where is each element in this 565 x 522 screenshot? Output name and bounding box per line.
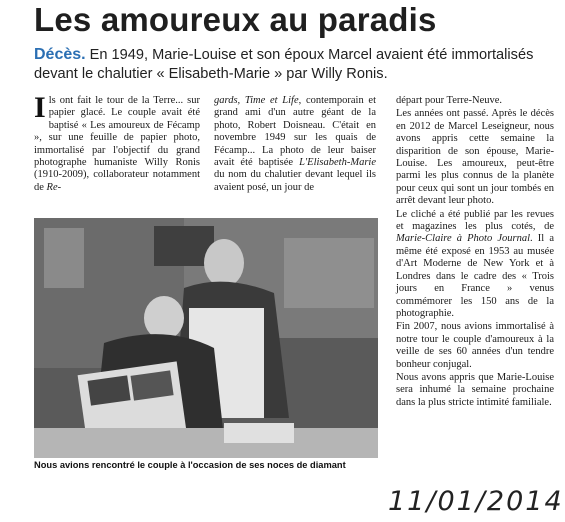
couple-photo-illustration <box>34 218 378 458</box>
col2-text-2: du nom du chalutier devant lequel ils avaient posé, un jour de <box>214 169 376 193</box>
column-1 <box>34 91 200 194</box>
col3-p3-italic: Marie-Claire à Photo Journal <box>396 233 531 245</box>
col1-italic: Re- <box>46 181 62 193</box>
col2-italic-1: gards, Time et Life <box>214 95 299 106</box>
kicker: Décès. <box>34 46 86 63</box>
col1-text: ls ont fait le tour de la Terre... sur papier glacé. Le couple avait été baptisé « Les amoureux de Fécamp », sur une feuille de papier photo, immortalisé par l'objectif du grand photographe humaniste Willy Ronis (1910-2009), collaborateur notamment de <box>34 95 200 193</box>
col3-paragraph-1: départ pour Terre-Neuve. <box>396 95 503 106</box>
col3-paragraph-4: Fin 2007, nous avions immortalisé à notre tour le couple d'amoureux à la veille de ses 60 années d'un tendre bonheur conjugal. <box>396 321 554 370</box>
col2-text-1: , contemporain et grand ami d'un autre géant de la photo, Robert Doisneau. C'était en novembre 1949 sur les quais de Fécamp... La photo de leur baiser avait été baptisée <box>214 95 376 169</box>
headline: Les amoureux au paradis <box>34 1 437 38</box>
col3-p3-start: Le cliché a été publié par les revues et magazines les plus cotés, de <box>396 208 554 233</box>
standfirst <box>34 45 556 84</box>
drop-cap: I <box>34 91 46 124</box>
column-2 <box>214 95 376 194</box>
column-3 <box>396 95 554 410</box>
handwritten-date-stamp <box>388 486 564 520</box>
col3-paragraph-2: Les années ont passé. Après le décès en 2012 de Marcel Leseigneur, nous avons appris cette semaine la disparition de son épouse, Marie-Louise. Les amoureux, peut-être parmi les plus connus de la planète pour ceux qui sont un jour tombés en arrêt devant leur photo. <box>396 108 554 207</box>
photo-caption: Nous avions rencontré le couple à l'occasion de ses noces de diamant <box>34 460 346 470</box>
standfirst-text: En 1949, Marie-Louise et son époux Marcel avaient été immortalisés devant le chalutier « Elisabeth-Marie » par Willy Ronis. <box>34 47 534 82</box>
col3-p3-end: . Il a même été exposé en 1953 au musée d'Art Moderne de New York et à Londres dans le cadre des « Trois jours en France » venus commémorer les 150 ans de la photographie. <box>396 233 554 319</box>
couple-photo <box>34 218 378 458</box>
col3-paragraph-3 <box>396 209 554 321</box>
col3-paragraph-5: Nous avons appris que Marie-Louise sera inhumé la semaine prochaine dans la plus stricte intimité familiale. <box>396 371 554 408</box>
date-stamp-text: 11/01/2014 <box>388 486 564 517</box>
col2-italic-2: L'Elisabeth-Marie <box>299 157 376 169</box>
